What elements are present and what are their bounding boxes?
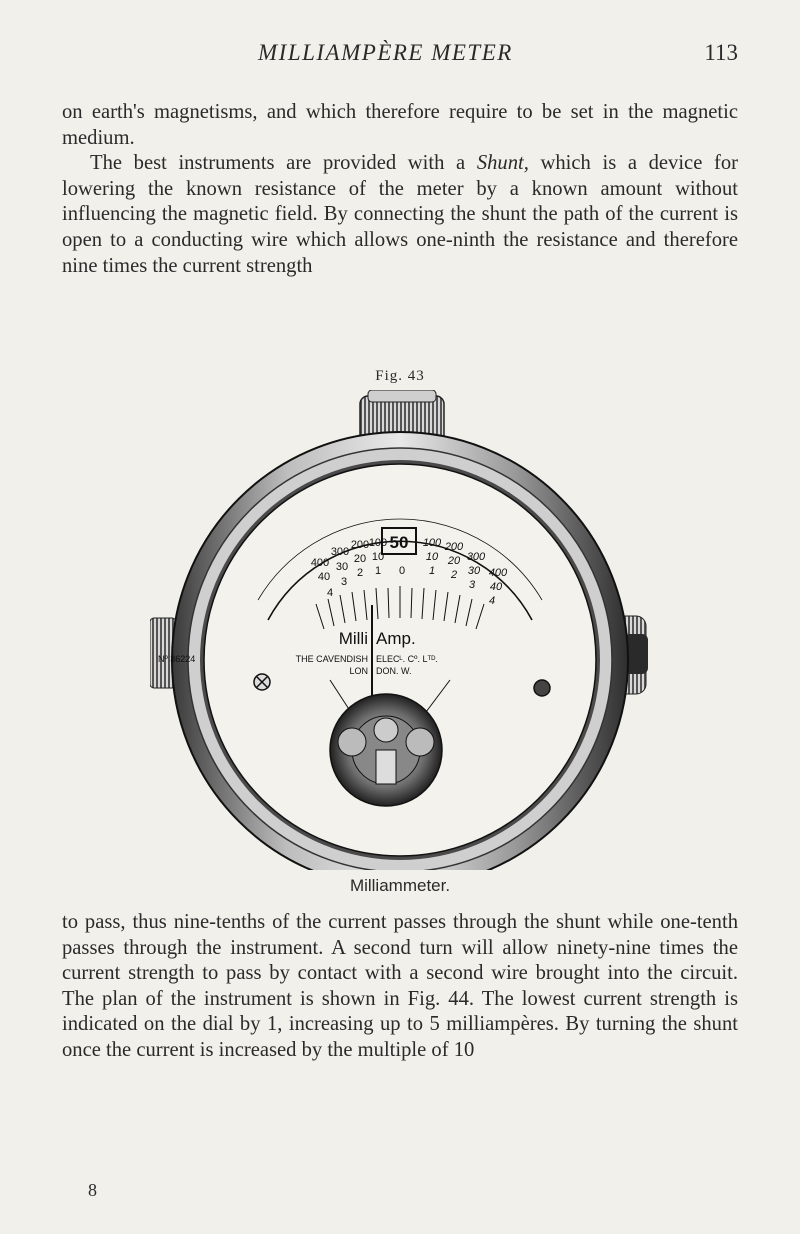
scale-label: 1 — [374, 565, 382, 577]
signature-mark: 8 — [88, 1180, 97, 1200]
figure-label: Fig. 43 — [375, 368, 425, 384]
maker-left: THE CAVENDISH — [295, 654, 368, 664]
scale-label: 2 — [450, 569, 458, 581]
scale-label: 20 — [447, 555, 461, 567]
page-header — [0, 40, 800, 76]
scale-label: 2 — [356, 567, 364, 579]
scale-label: 1 — [428, 565, 436, 577]
scale-label: 300 — [330, 546, 350, 558]
serial-number: Nº 36224 — [158, 654, 196, 664]
scale-label: 200 — [350, 539, 370, 551]
scale-box-value: 50 — [389, 533, 409, 552]
page-number: 113 — [704, 40, 738, 65]
screw-right — [534, 680, 550, 696]
body-text-top — [62, 100, 738, 279]
paragraph — [62, 151, 738, 279]
scale-label: 4 — [326, 587, 334, 599]
scale-label: 30 — [335, 561, 349, 573]
scale-label: 100 — [422, 537, 442, 549]
scale-label: 100 — [368, 537, 388, 549]
scale-label: 30 — [467, 565, 481, 577]
scale-label: 3 — [340, 576, 348, 588]
text-span: which is a device for lowering the known resistance of the meter by a known amount without influencing the magnetic field. By connecting the shunt the path of the current is open to a conducting wire which allows one-ninth the resistance and therefore nine times the current strength — [62, 152, 738, 277]
scale-label: 200 — [444, 541, 464, 553]
screw-left — [254, 674, 270, 690]
scale-label: 40 — [489, 581, 503, 593]
movement-hub — [330, 694, 442, 806]
scale-label: 400 — [310, 557, 330, 569]
scale-label: 20 — [353, 553, 367, 565]
scale-label: 300 — [466, 551, 486, 563]
body-text-bottom — [62, 910, 738, 1064]
unit-amp: Amp. — [376, 629, 416, 648]
scale-label: 10 — [371, 551, 385, 563]
scale-label: 3 — [468, 579, 476, 591]
maker-right: ELECᴸ. Cº. Lᵀᴰ. — [376, 654, 438, 664]
scale-label: 10 — [425, 551, 439, 563]
paragraph: to pass, thus nine-tenths of the current passes through the shunt while one-tenth passes through the instrument. A second turn will allow ninety-nine times the current strength to pass by contact with a second wire brought into the circuit. The plan of the instrument is shown in Fig. 44. The lowest current strength is indicated on the dial by 1, increasing up to 5 milliampères. By turning the shunt once the current is increased by the multiple of 10 — [62, 911, 738, 1061]
milliammeter-illustration — [150, 390, 650, 870]
scale-label: 40 — [317, 571, 331, 583]
running-title: MILLIAMPÈRE METER — [258, 40, 513, 65]
scale-label: 4 — [488, 595, 496, 607]
city-right: DON. W. — [376, 666, 412, 676]
scale-label: 400 — [488, 567, 508, 579]
unit-milli: Milli — [338, 629, 368, 648]
emphasis-shunt: Shunt, — [476, 152, 529, 175]
scale-zero: 0 — [398, 565, 406, 577]
text-span: The best instruments are provided with a — [90, 152, 477, 175]
figure-caption: Milliammeter. — [349, 876, 451, 895]
city-left: LON — [349, 666, 368, 676]
paragraph: on earth's magnetisms, and which therefore require to be set in the magnetic medium. — [62, 101, 738, 149]
